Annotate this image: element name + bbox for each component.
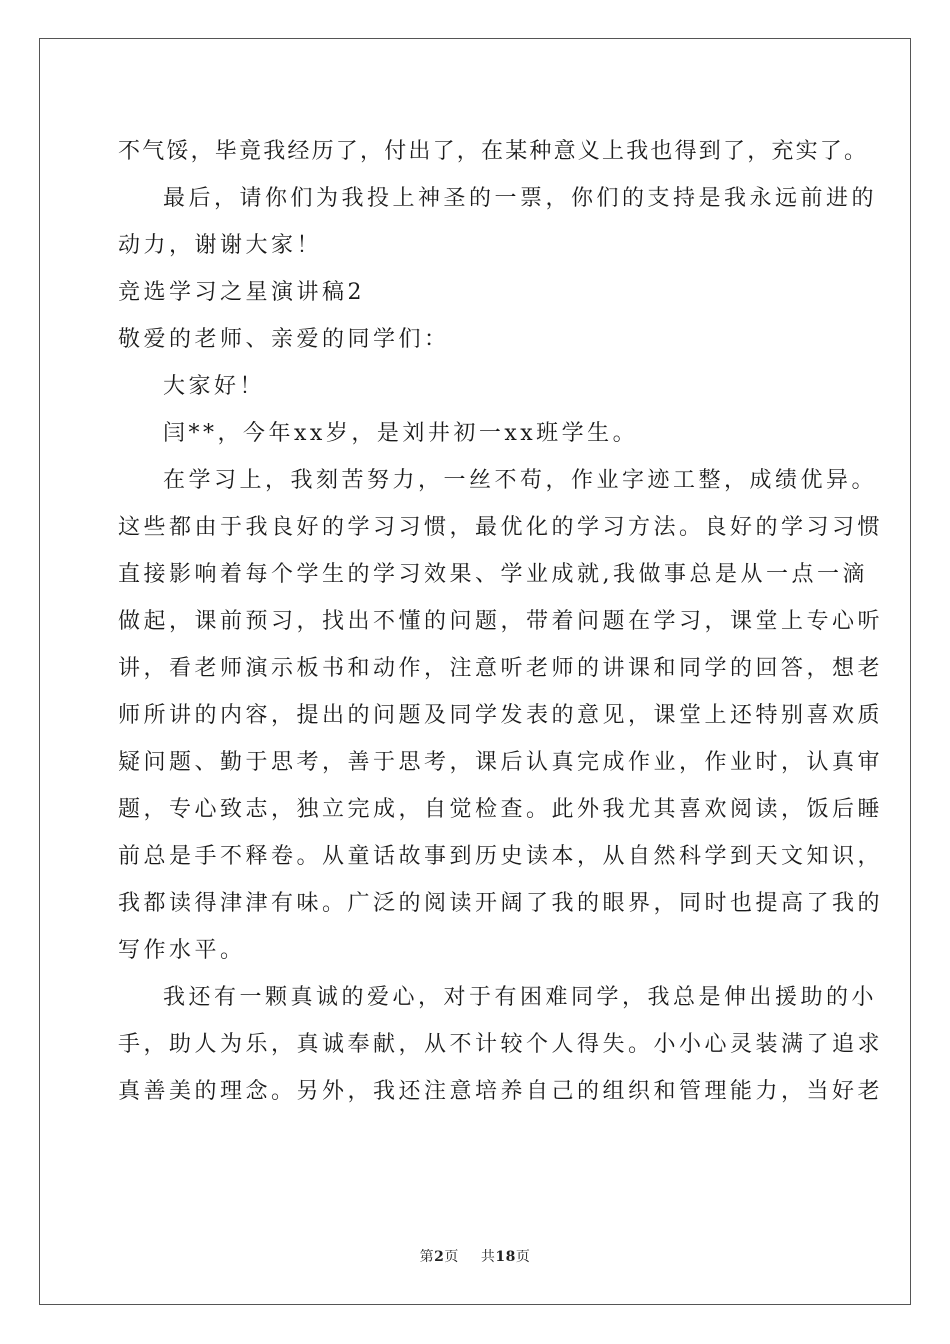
page-footer: [0, 1246, 950, 1266]
body-line-1: 不气馁，毕竟我经历了，付出了，在某种意义上我也得到了，充实了。: [118, 139, 869, 164]
body-line-14: 疑问题、勤于思考，善于思考，课后认真完成作业，作业时，认真审: [118, 750, 884, 775]
body-line-15: 题，专心致志，独立完成，自觉检查。此外我尤其喜欢阅读，饭后睡: [118, 797, 884, 822]
body-line-20: 手，助人为乐，真诚奉献，从不计较个人得失。小小心灵装满了追求: [118, 1032, 884, 1057]
body-line-12: 讲，看老师演示板书和动作，注意听老师的讲课和同学的回答，想老: [118, 656, 884, 681]
body-line-16: 前总是手不释卷。从童话故事到历史读本，从自然科学到天文知识，: [118, 844, 884, 869]
document-body: [118, 128, 884, 1115]
total-suffix: 页: [515, 1249, 531, 1265]
body-line-7: 闫**，今年xx岁，是刘井初一xx班学生。: [163, 421, 639, 446]
page-suffix: 页: [444, 1249, 459, 1265]
page-prefix: 第: [419, 1249, 435, 1265]
page-number: [420, 1246, 459, 1266]
total-prefix: 共: [480, 1249, 496, 1265]
salutation: 敬爱的老师、亲爱的同学们：: [118, 327, 450, 352]
body-line-3: 动力，谢谢大家！: [118, 233, 323, 258]
body-line-18: 写作水平。: [118, 938, 246, 963]
total-pages: 18: [495, 1249, 516, 1265]
body-line-8: 在学习上，我刻苦努力，一丝不苟，作业字迹工整，成绩优异。: [163, 468, 878, 493]
current-page: 2: [434, 1249, 445, 1265]
body-line-17: 我都读得津津有味。广泛的阅读开阔了我的眼界，同时也提高了我的: [118, 891, 884, 916]
body-line-21: 真善美的理念。另外，我还注意培养自己的组织和管理能力，当好老: [118, 1079, 884, 1104]
body-line-19: 我还有一颗真诚的爱心，对于有困难同学，我总是伸出援助的小: [163, 985, 878, 1010]
body-line-9: 这些都由于我良好的学习习惯，最优化的学习方法。良好的学习习惯: [118, 515, 884, 540]
page-total: [481, 1246, 530, 1266]
body-line-11: 做起，课前预习，找出不懂的问题，带着问题在学习，课堂上专心听: [118, 609, 884, 634]
body-line-10: 直接影响着每个学生的学习效果、学业成就,我做事总是从一点一滴: [118, 562, 868, 587]
body-line-2: 最后，请你们为我投上神圣的一票，你们的支持是我永远前进的: [163, 186, 878, 211]
greeting: 大家好！: [163, 374, 266, 399]
body-line-13: 师所讲的内容，提出的问题及同学发表的意见，课堂上还特别喜欢质: [118, 703, 884, 728]
section-heading: 竞选学习之星演讲稿2: [118, 280, 365, 305]
